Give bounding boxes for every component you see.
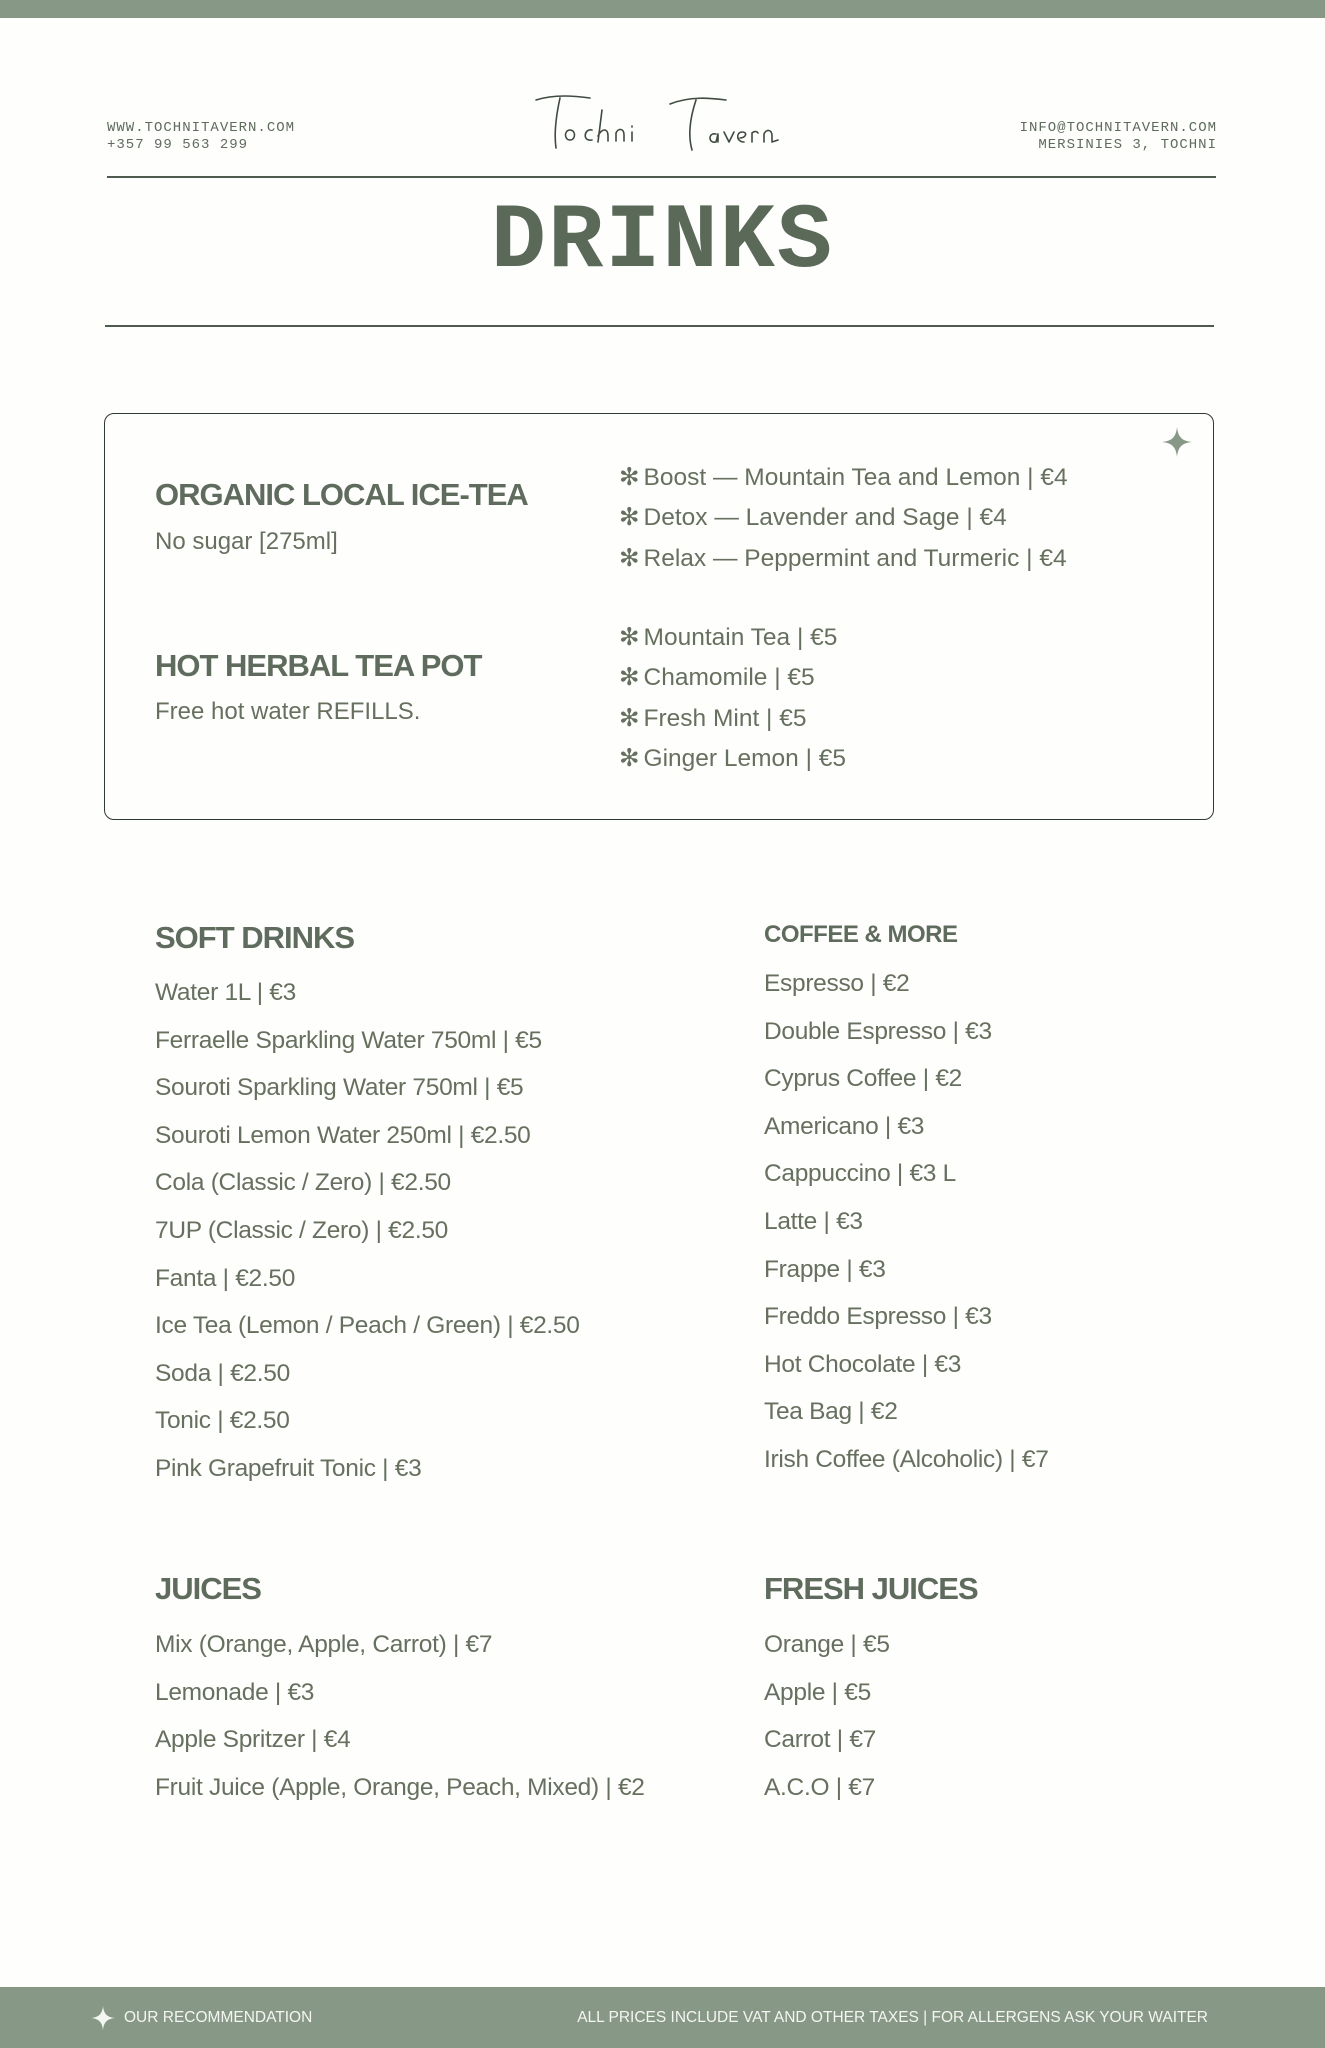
asterisk-icon: ✻ (619, 464, 640, 491)
list-item: 7UP (Classic / Zero) | €2.50 (155, 1216, 448, 1244)
soft-drinks-list (155, 969, 580, 1493)
list-item: Cyprus Coffee | €2 (764, 1065, 962, 1093)
divider-bottom (105, 325, 1214, 327)
list-item: Orange | €5 (764, 1631, 890, 1658)
address: MERSINIES 3, TOCHNI (1038, 137, 1217, 153)
four-point-star-icon (1161, 426, 1193, 458)
list-item: ✻ Detox — Lavender and Sage | €4 (619, 504, 1007, 532)
footer-note: ALL PRICES INCLUDE VAT AND OTHER TAXES | FOR ALLERGENS ASK YOUR WAITER (577, 2008, 1208, 2026)
coffee-list (764, 960, 1049, 1484)
list-item: Ice Tea (Lemon / Peach / Green) | €2.50 (155, 1312, 580, 1340)
page-title: DRINKS (490, 189, 835, 294)
list-item: Latte | €3 (764, 1207, 863, 1235)
asterisk-icon: ✻ (619, 504, 640, 532)
list-item: Freddo Espresso | €3 (764, 1303, 992, 1331)
list-item: Irish Coffee (Alcoholic) | €7 (764, 1445, 1049, 1473)
ice-tea-heading: ORGANIC LOCAL ICE-TEA (155, 477, 528, 512)
list-item: Ferraelle Sparkling Water 750ml | €5 (155, 1026, 542, 1054)
list-item: Tonic | €2.50 (155, 1407, 290, 1435)
list-item: Apple | €5 (764, 1678, 871, 1706)
juices-list (155, 1621, 645, 1811)
juices-heading: JUICES (155, 1571, 261, 1606)
list-item: ✻ Mountain Tea | €5 (619, 624, 838, 651)
list-item: ✻ Chamomile | €5 (619, 664, 815, 692)
list-item: Water 1L | €3 (155, 979, 296, 1006)
asterisk-icon: ✻ (619, 704, 640, 732)
fresh-juices-heading: FRESH JUICES (764, 1571, 978, 1606)
list-item: ✻ Fresh Mint | €5 (619, 704, 807, 732)
asterisk-icon: ✻ (619, 664, 640, 692)
email-link[interactable]: INFO@TOCHNITAVERN.COM (1019, 120, 1217, 136)
list-item: Pink Grapefruit Tonic | €3 (155, 1454, 422, 1482)
recommendation-legend (90, 1987, 312, 2048)
asterisk-icon: ✻ (619, 544, 640, 572)
coffee-heading: COFFEE & MORE (764, 921, 958, 948)
contact-right (1020, 120, 1217, 154)
ice-tea-list (619, 458, 1068, 579)
herbal-tea-list (619, 618, 846, 779)
fresh-juices-list (764, 1621, 890, 1811)
list-item: Tea Bag | €2 (764, 1398, 898, 1426)
divider-top (107, 176, 1216, 178)
list-item: Fruit Juice (Apple, Orange, Peach, Mixed) | €2 (155, 1773, 645, 1801)
list-item: ✻ Ginger Lemon | €5 (619, 744, 847, 772)
herbal-tea-heading: HOT HERBAL TEA POT (155, 648, 482, 683)
list-item: Americano | €3 (764, 1112, 925, 1140)
list-item: ✻ Boost — Mountain Tea and Lemon | €4 (619, 464, 1068, 491)
list-item: Souroti Lemon Water 250ml | €2.50 (155, 1121, 531, 1149)
herbal-tea-subtitle: Free hot water REFILLS. (155, 698, 421, 725)
list-item: Soda | €2.50 (155, 1359, 290, 1387)
tochni-tavern-logo (530, 86, 790, 166)
list-item: Double Espresso | €3 (764, 1017, 992, 1045)
list-item: Fanta | €2.50 (155, 1264, 296, 1292)
list-item: Carrot | €7 (764, 1726, 876, 1754)
four-point-star-icon (90, 2005, 116, 2031)
asterisk-icon: ✻ (619, 624, 640, 651)
ice-tea-subtitle: No sugar [275ml] (155, 528, 338, 555)
list-item: A.C.O | €7 (764, 1773, 875, 1801)
list-item: Cappuccino | €3 L (764, 1160, 956, 1188)
list-item: Frappe | €3 (764, 1255, 886, 1283)
list-item: Espresso | €2 (764, 970, 910, 997)
website-link[interactable]: WWW.TOCHNITAVERN.COM (107, 120, 296, 136)
asterisk-icon: ✻ (619, 744, 640, 772)
top-accent-bar (0, 0, 1325, 18)
footer-bar (0, 1987, 1325, 2048)
list-item: ✻ Relax — Peppermint and Turmeric | €4 (619, 544, 1067, 572)
list-item: Cola (Classic / Zero) | €2.50 (155, 1169, 451, 1197)
list-item: Hot Chocolate | €3 (764, 1350, 962, 1378)
recommendation-label: OUR RECOMMENDATION (124, 2008, 313, 2026)
phone-number[interactable]: +357 99 563 299 (107, 137, 249, 153)
list-item: Lemonade | €3 (155, 1678, 315, 1706)
soft-drinks-heading: SOFT DRINKS (155, 920, 355, 955)
list-item: Apple Spritzer | €4 (155, 1726, 351, 1754)
list-item: Mix (Orange, Apple, Carrot) | €7 (155, 1631, 493, 1658)
list-item: Souroti Sparkling Water 750ml | €5 (155, 1074, 524, 1102)
contact-left (107, 120, 295, 154)
